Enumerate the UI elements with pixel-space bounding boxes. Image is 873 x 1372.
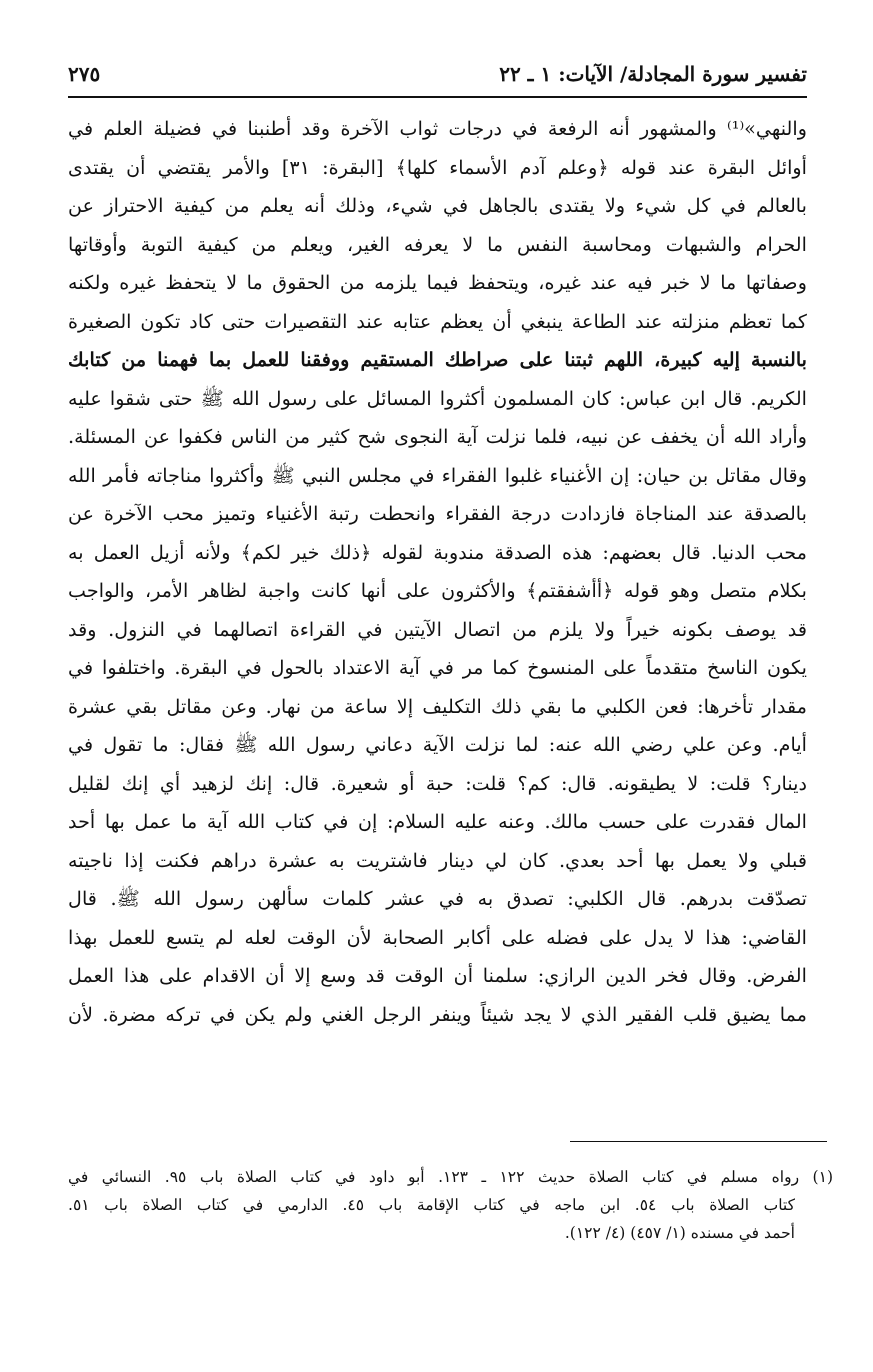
text-line: دينار؟ قلت: لا يطيقونه. قال: كم؟ قلت: حبة أو شعيرة. قال: إنك لزهيد أي إنك لقليل — [68, 771, 807, 795]
footnote-line: أحمد في مسنده (١/ ٤٥٧) (٤/ ١٢٢). — [564, 1224, 795, 1242]
text-line: الكريم. قال ابن عباس: كان المسلمون أكثروا المسائل على رسول الله ﷺ حتى شقوا عليه — [68, 386, 807, 410]
text-line: تصدّقت بدرهم. قال الكلبي: تصدق به في عشر كلمات سألهن رسول الله ﷺ. قال — [68, 887, 807, 910]
page-header — [68, 58, 807, 96]
footnote — [68, 1163, 833, 1247]
page-number: ٢٧٥ — [68, 62, 101, 86]
body-text — [68, 110, 807, 1034]
running-title: تفسير سورة المجادلة/ الآيات: ١ ـ ٢٢ — [499, 62, 807, 86]
text-line: أوائل البقرة عند قوله ﴿وعلم آدم الأسماء كلها﴾ [البقرة: ٣١] والأمر يقتضي أن يقتدى — [68, 155, 807, 179]
text-line: الفرض. وقال فخر الدين الرازي: سلمنا أن الوقت قد وسع إلا أن الاقدام على هذا العمل — [68, 964, 807, 987]
text-line: بكلام متصل وهو قوله ﴿أأشفقتم﴾ والأكثرون على أنها كانت واجبة لظاهر الأمر، والواجب — [68, 579, 807, 602]
text-line: بالنسبة إليه كبيرة، اللهم ثبتنا على صراطك المستقيم ووفقنا للعمل بما فهمنا من كتابك — [68, 348, 807, 371]
text-line: وأراد الله أن يخفف عن نبيه، فلما نزلت آية النجوى شح كثير من الناس فكفوا عن المسئلة. — [68, 425, 807, 448]
text-line: يكون الناسخ متقدماً على المنسوخ كما مر في آية الاعتداد بالحول في البقرة. واختلفوا في — [68, 656, 807, 679]
text-line: وصفاتها ما لا خبر فيه عند غيره، ويتحفظ فيما يلزمه من الحقوق ما لا يتحفظ غيره ولكنه — [68, 271, 807, 294]
text-line: أيام. وعن علي رضي الله عنه: لما نزلت الآية دعاني رسول الله ﷺ فقال: ما تقول في — [68, 733, 807, 756]
header-rule — [68, 96, 807, 98]
text-line: مقدار تأخرها: فعن الكلبي ما بقي ذلك التكليف إلا ساعة من نهار. وعن مقاتل بقي عشرة — [68, 694, 807, 718]
text-line: والنهي»⁽¹⁾ والمشهور أنه الرفعة في درجات ثواب الآخرة وقد أطنبنا في فضيلة العلم في — [68, 117, 807, 140]
footnote-line: (١) رواه مسلم في كتاب الصلاة حديث ١٢٢ ـ ١٢٣. أبو داود في كتاب الصلاة باب ٩٥. النسائي في — [68, 1168, 833, 1186]
footnote-line: كتاب الصلاة باب ٥٤. ابن ماجه في كتاب الإقامة باب ٤٥. الدارمي في كتاب الصلاة باب ٥١. — [68, 1196, 795, 1214]
text-line: محب الدنيا. قال بعضهم: هذه الصدقة مندوبة لقوله ﴿ذلك خير لكم﴾ ولأنه أزيل العمل به — [68, 540, 807, 564]
text-line: كما تعظم منزلته عند الطاعة ينبغي أن يعظم عتابه عند التقصيرات حتى كاد تكون الصغيرة — [68, 309, 807, 333]
text-line: الحرام والشبهات ومحاسبة النفس ما لا يعرفه الغير، ويعلم من كيفية التوبة وأوقاتها — [68, 232, 807, 256]
text-line: بالعالم في كل شيء ولا يقتدى بالجاهل في شيء، وذلك أنه يعلم من كيفية الاحتراز عن — [68, 194, 807, 217]
text-line: قبلي ولا يعمل بها أحد بعدي. كان لي دينار فاشتريت به عشرة دراهم فكنت إذا ناجيته — [68, 848, 807, 872]
text-line: بالصدقة عند المناجاة فازدادت درجة الفقراء وانحطت رتبة الأغنياء وتميز محب الآخرة عن — [68, 502, 807, 525]
text-line: مما يضيق قلب الفقير الذي لا يجد شيئاً وينفر الرجل الغني ولم يكن في تركه مضرة. لأن — [68, 1002, 807, 1026]
text-line: وقال مقاتل بن حيان: إن الأغنياء غلبوا الفقراء في مجلس النبي ﷺ وأكثروا مناجاته فأمر الله — [68, 463, 807, 487]
text-line: قد يوصف بكونه خيراً ولا يلزم من اتصال الآيتين في القراءة اتصالهما في النزول. وقد — [68, 617, 807, 641]
text-line: المال فقدرت على حسب مالك. وعنه عليه السلام: إن في كتاب الله آية ما عمل بها أحد — [68, 810, 807, 833]
text-line: القاضي: هذا لا يدل على فضله على أكابر الصحابة لأن الوقت لعله لم يتسع للعمل بهذا — [68, 925, 807, 949]
footnote-rule — [570, 1141, 827, 1142]
